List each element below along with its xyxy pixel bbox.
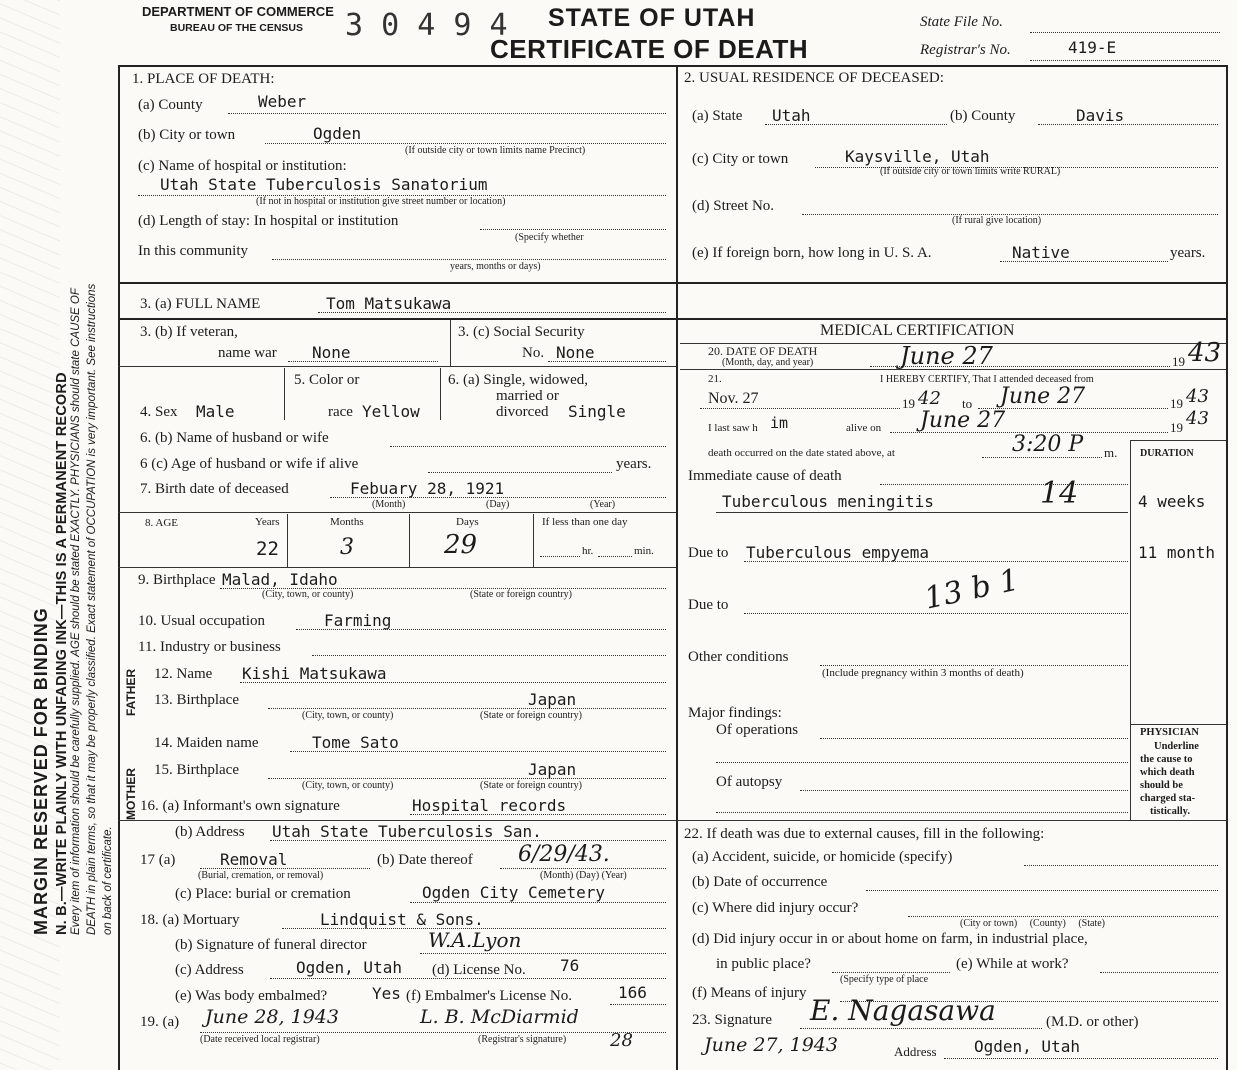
date-of-death-label: 20. DATE OF DEATH (708, 344, 818, 358)
immediate-duration-value: 4 weeks (1138, 492, 1206, 511)
external-c-label: (c) Where did injury occur? (692, 900, 859, 916)
mother-state-note: (State or foreign country) (480, 780, 582, 791)
father-state-note: (State or foreign country) (480, 710, 582, 721)
last-saw-label: I last saw h (708, 422, 758, 434)
signature-date: June 27, 1943 (704, 1034, 838, 1056)
age-days-value: 29 (444, 530, 478, 560)
hospital-note: (If not in hospital or institution give street number or location) (256, 196, 506, 207)
occupation-value: Farming (324, 611, 392, 630)
death-occurred-label: death occurred on the date stated above, at (708, 447, 895, 459)
registrar-row-label: 19. (a) (140, 1014, 180, 1030)
death-county-label: (a) County (138, 97, 203, 113)
occupation-label: 10. Usual occupation (138, 613, 266, 629)
residence-street-label: (d) Street No. (692, 198, 775, 214)
social-security-label: 3. (c) Social Security (458, 324, 585, 340)
specify-whether-note: (Specify whether (515, 232, 584, 243)
attended-to-year: 43 (1186, 386, 1209, 407)
registrar-signature: L. B. McDiarmid (420, 1006, 579, 1028)
embalmed-label: (e) Was body embalmed? (175, 988, 328, 1004)
external-d-label: (d) Did injury occur in or about home on farm, in industrial place, (692, 931, 1088, 947)
father-birthplace-label: 13. Birthplace (154, 692, 239, 708)
full-name-label: 3. (a) FULL NAME (140, 296, 261, 312)
external-causes-heading: 22. If death was due to external causes, fill in the following: (684, 826, 1045, 842)
industry-label: 11. Industry or business (138, 639, 281, 655)
medical-heading: MEDICAL CERTIFICATION (820, 322, 1015, 339)
age-min-label: min. (634, 545, 654, 557)
embalmed-value: Yes (372, 984, 401, 1003)
attended-from-year-prefix: 19 (902, 396, 915, 411)
marital-label-3: divorced (496, 404, 549, 420)
hospital-value: Utah State Tuberculosis Sanatorium (160, 175, 488, 194)
date-of-death-note: (Month, day, and year) (722, 357, 814, 368)
spouse-years-label: years. (616, 456, 652, 472)
margin-binding-note: MARGIN RESERVED FOR BINDING (31, 607, 51, 935)
burial-place-value: Ogden City Cemetery (422, 883, 606, 902)
physician-note-3: which death (1140, 767, 1195, 778)
death-city-label: (b) City or town (138, 127, 236, 143)
foreign-born-value: Native (1012, 243, 1070, 262)
physician-signature: E. Nagasawa (810, 994, 996, 1027)
residence-city-label: (c) City or town (692, 151, 789, 167)
community-label: In this community (138, 243, 248, 259)
informant-sig-label: 16. (a) Informant's own signature (140, 798, 340, 814)
birthdate-label: 7. Birth date of deceased (140, 481, 289, 497)
external-d-note: (Specify type of place (840, 974, 929, 985)
informant-sig-value: Hospital records (412, 796, 567, 815)
physician-note-6: tistically. (1150, 806, 1190, 817)
registrar-number-mark: 28 (610, 1030, 633, 1051)
father-name-label: 12. Name (154, 666, 213, 682)
external-f-label: (f) Means of injury (692, 985, 807, 1001)
external-b-label: (b) Date of occurrence (692, 874, 828, 890)
mother-birthplace-label: 15. Birthplace (154, 762, 239, 778)
burial-place-label: (c) Place: burial or cremation (175, 886, 351, 902)
operations-label: Of operations (716, 722, 799, 738)
pregnancy-note: (Include pregnancy within 3 months of death) (822, 667, 1024, 679)
hospital-label: (c) Name of hospital or institution: (138, 158, 347, 174)
md-or-other-label: (M.D. or other) (1046, 1014, 1139, 1030)
last-saw-year-prefix: 19 (1170, 420, 1183, 435)
margin-unfading-ink-note: N. B.—WRITE PLAINLY WITH UNFADING INK—THIS IS A PERMANENT RECORD (54, 372, 70, 935)
last-saw-him: im (770, 414, 789, 432)
spouse-age-label: 6 (c) Age of husband or wife if alive (140, 456, 359, 472)
received-note: (Date received local registrar) (200, 1034, 320, 1045)
attended-to-value: June 27 (1000, 384, 1086, 409)
state-title: STATE OF UTAH (548, 4, 756, 32)
embalmer-license-label: (f) Embalmer's License No. (406, 988, 572, 1004)
signature-label: 23. Signature (692, 1012, 772, 1028)
foreign-born-label: (e) If foreign born, how long in U. S. A. (692, 245, 932, 261)
age-months-value: 3 (340, 535, 354, 560)
mother-birthplace-value: Japan (528, 760, 577, 779)
removal-date-label: (b) Date thereof (377, 852, 473, 868)
mother-side-label: MOTHER (124, 768, 138, 820)
mortuary-address-value: Ogden, Utah (296, 958, 402, 977)
immediate-cause-value: Tuberculous meningitis (722, 492, 934, 511)
residence-state-value: Utah (772, 106, 811, 125)
margin-instructions-1: Every item of information should be carefully supplied. AGE should be stated EXACTLY. PHYSICIANS should state CAUSE OF (70, 288, 82, 935)
due-to-2-label: Due to (688, 597, 729, 613)
place-of-death-heading: 1. PLACE OF DEATH: (132, 71, 275, 87)
margin-instructions-3: on back of certificate. (102, 826, 114, 935)
removal-label: 17 (a) (140, 852, 176, 868)
social-security-no-label: No. (522, 345, 545, 361)
registrar-sig-note: (Registrar's signature) (478, 1034, 567, 1045)
residence-city-value: Kaysville, Utah (845, 147, 990, 166)
age-years-label: Years (255, 516, 280, 528)
signature-address-label: Address (894, 1044, 937, 1059)
department-label: DEPARTMENT OF COMMERCE (142, 4, 334, 19)
state-file-label: State File No. (920, 14, 1003, 30)
birthplace-city-note: (City, town, or county) (262, 589, 354, 600)
attended-from-value: Nov. 27 (708, 390, 759, 407)
social-security-value: None (556, 343, 595, 362)
marital-label: 6. (a) Single, widowed, (448, 372, 588, 388)
removal-mdy-note: (Month) (Day) (Year) (540, 870, 627, 881)
other-conditions-label: Other conditions (688, 649, 789, 665)
cert-text: I HEREBY CERTIFY, That I attended deceased from (880, 374, 1094, 385)
residence-county-value: Davis (1076, 106, 1125, 125)
attended-from-year: 42 (918, 388, 941, 409)
ymd-note: years, months or days) (450, 261, 541, 272)
race-value: Yellow (362, 402, 420, 421)
death-city-note: (If outside city or town limits name Precinct) (405, 145, 586, 156)
mortuary-address-label: (c) Address (175, 962, 244, 978)
war-value: None (312, 343, 351, 362)
immediate-cause-code: 14 (1040, 476, 1079, 511)
margin-instructions-2: DEATH in plain terms, so that it may be properly classified. Exact statement of OCCUPATION is very important. See instructions (86, 283, 98, 935)
physician-note-2: the cause to (1140, 754, 1193, 765)
sex-value: Male (196, 402, 235, 421)
received-date-value: June 28, 1943 (205, 1006, 339, 1028)
birthplace-value: Malad, Idaho (222, 570, 338, 589)
age-days-label: Days (456, 516, 479, 528)
funeral-director-signature: W.A.Lyon (428, 928, 522, 952)
physician-note-5: charged sta- (1140, 793, 1196, 804)
father-name-value: Kishi Matsukawa (242, 664, 387, 683)
birth-year-note: (Year) (590, 499, 616, 510)
due-to-duration-value: 11 month (1138, 543, 1216, 562)
father-city-note: (City, town, or county) (302, 710, 394, 721)
age-hr-label: hr. (582, 545, 594, 557)
color-label: 5. Color or (294, 372, 360, 388)
full-name-value: Tom Matsukawa (326, 294, 452, 313)
spouse-name-label: 6. (b) Name of husband or wife (140, 430, 329, 446)
autopsy-label: Of autopsy (716, 774, 783, 790)
date-of-death-year-prefix: 19 (1172, 354, 1185, 369)
war-label: name war (218, 345, 277, 361)
external-d2-label: in public place? (716, 956, 811, 972)
birth-month-note: (Month) (372, 499, 406, 510)
certificate-title: CERTIFICATE OF DEATH (490, 34, 809, 64)
attended-to-label: to (962, 396, 973, 411)
removal-date-value: 6/29/43. (518, 842, 610, 867)
time-of-death-value: 3:20 P (1012, 432, 1084, 457)
father-side-label: FATHER (124, 668, 138, 716)
foreign-years-label: years. (1170, 245, 1206, 261)
residence-state-label: (a) State (692, 108, 743, 124)
physician-note-heading: PHYSICIAN (1140, 727, 1199, 738)
signature-address-value: Ogden, Utah (974, 1037, 1080, 1056)
birthplace-label: 9. Birthplace (138, 572, 216, 588)
license-value: 76 (560, 956, 580, 975)
removal-value: Removal (220, 850, 288, 869)
age-years-value: 22 (256, 538, 279, 560)
external-e-label: (e) While at work? (956, 956, 1069, 972)
external-c-note: (City or town) (County) (State) (960, 918, 1105, 929)
embalmer-license-value: 166 (618, 983, 647, 1002)
mother-name-label: 14. Maiden name (154, 735, 259, 751)
duration-label: DURATION (1140, 448, 1194, 459)
race-label: race (328, 404, 353, 420)
residence-heading: 2. USUAL RESIDENCE OF DECEASED: (684, 70, 944, 86)
attended-to-year-prefix: 19 (1170, 396, 1183, 411)
immediate-cause-label: Immediate cause of death (688, 468, 842, 484)
removal-note: (Burial, cremation, or removal) (198, 870, 324, 881)
cert-number-label: 21. (708, 373, 722, 385)
marital-label-2: married or (496, 388, 559, 404)
birthdate-value: Febuary 28, 1921 (350, 479, 505, 498)
residence-city-note: (If outside city or town limits write RURAL) (880, 166, 1061, 177)
date-of-death-year: 43 (1188, 338, 1222, 368)
birth-day-note: (Day) (486, 499, 510, 510)
due-to-label: Due to (688, 545, 729, 561)
death-county-value: Weber (258, 92, 307, 111)
age-months-label: Months (330, 516, 364, 528)
marital-value: Single (568, 402, 626, 421)
mortuary-value: Lindquist & Sons. (320, 910, 484, 929)
sex-label: 4. Sex (140, 404, 178, 420)
due-to-value: Tuberculous empyema (746, 543, 930, 562)
mother-city-note: (City, town, or county) (302, 780, 394, 791)
veteran-label: 3. (b) If veteran, (140, 324, 238, 340)
last-saw-value: June 27 (920, 408, 1006, 433)
registrar-no-label: Registrar's No. (920, 42, 1011, 58)
date-of-death-value: June 27 (900, 342, 993, 370)
external-a-label: (a) Accident, suicide, or homicide (specify) (692, 849, 953, 865)
alive-on-label: alive on (846, 422, 882, 434)
license-label: (d) License No. (432, 962, 526, 978)
last-saw-year: 43 (1186, 408, 1209, 429)
informant-address-label: (b) Address (175, 824, 245, 840)
informant-address-value: Utah State Tuberculosis San. (272, 822, 542, 841)
certificate-number: 3 0 4 9 4 (345, 8, 508, 43)
residence-county-label: (b) County (950, 108, 1016, 124)
registrar-no-value: 419-E (1068, 38, 1117, 57)
major-findings-label: Major findings: (688, 705, 782, 721)
time-m-label: m. (1104, 445, 1118, 460)
mother-name-value: Tome Sato (312, 733, 399, 752)
classification-code-mark: 13 b 1 (921, 562, 1023, 617)
age-label: 8. AGE (145, 517, 178, 529)
father-birthplace-value: Japan (528, 690, 577, 709)
length-of-stay-label: (d) Length of stay: In hospital or institution (138, 213, 399, 229)
rural-note: (If rural give location) (952, 215, 1042, 226)
bureau-label: BUREAU OF THE CENSUS (170, 22, 304, 34)
birthplace-state-note: (State or foreign country) (470, 589, 572, 600)
funeral-director-label: (b) Signature of funeral director (175, 937, 367, 953)
mortuary-label: 18. (a) Mortuary (140, 912, 240, 928)
physician-note-1: Underline (1154, 741, 1199, 752)
physician-note-4: should be (1140, 780, 1183, 791)
death-city-value: Ogden (313, 124, 362, 143)
age-less-than-day-label: If less than one day (542, 516, 628, 528)
